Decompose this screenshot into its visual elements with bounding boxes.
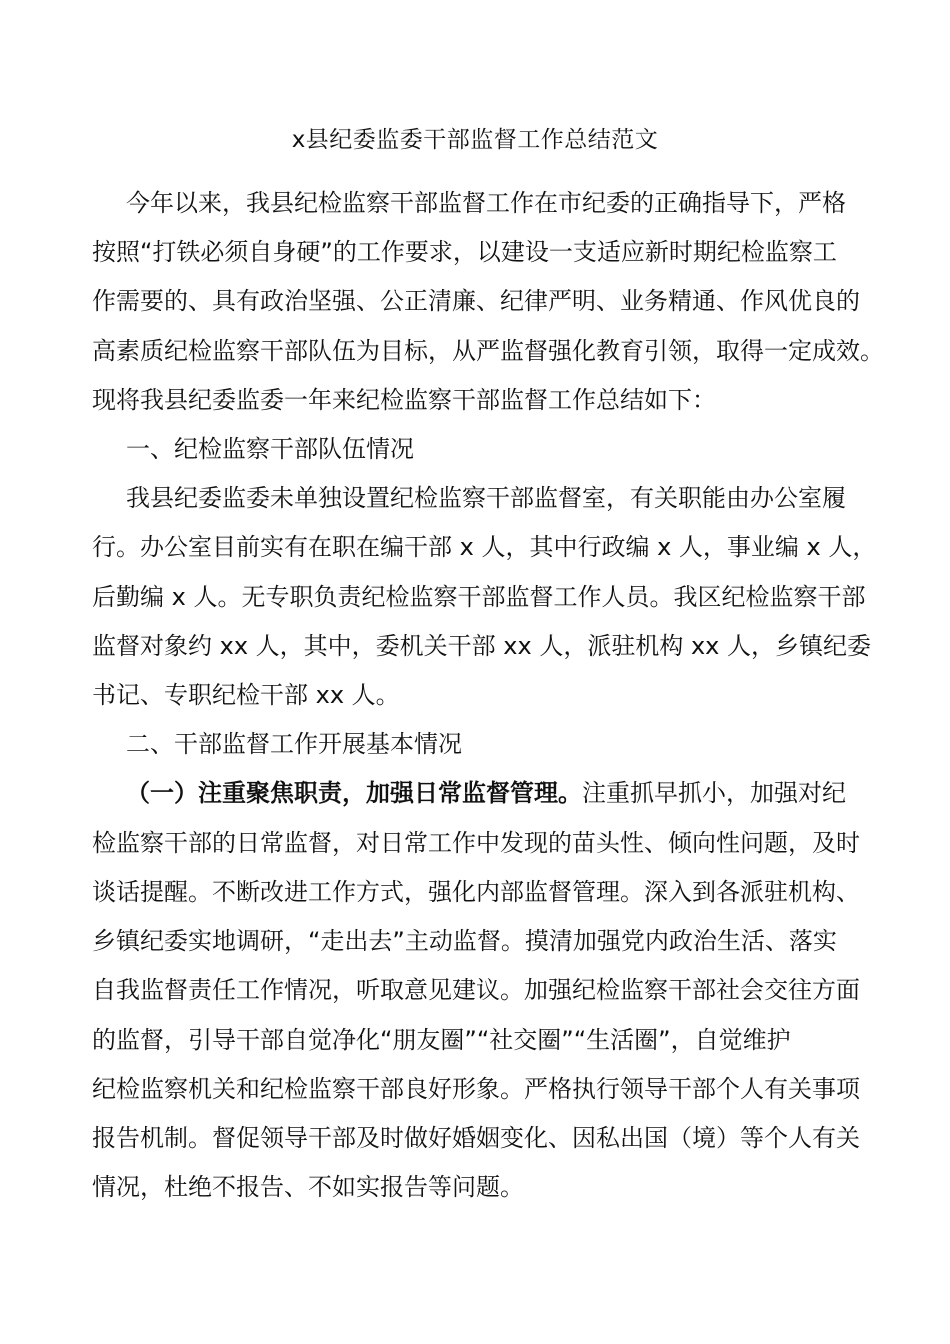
paragraph-line: 乡镇纪委实地调研，“走出去”主动监督。摸清加强党内政治生活、落实 <box>92 927 837 955</box>
paragraph-line: 书记、专职纪检干部 xx 人。 <box>92 681 400 709</box>
paragraph-line: 自我监督责任工作情况，听取意见建议。加强纪检监察干部社会交往方面 <box>92 976 860 1004</box>
subsection-line-rest: 注重抓早抓小，加强对纪 <box>582 779 846 807</box>
paragraph-line: 今年以来，我县纪检监察干部监督工作在市纪委的正确指导下，严格 <box>126 189 846 217</box>
paragraph-line: 检监察干部的日常监督，对日常工作中发现的苗头性、倾向性问题，及时 <box>92 829 860 857</box>
document-title: x县纪委监委干部监督工作总结范文 <box>291 127 659 153</box>
paragraph-line: 按照“打铁必须自身硬”的工作要求，以建设一支适应新时期纪检监察工 <box>92 238 837 266</box>
subsection-heading: （一）注重聚焦职责，加强日常监督管理。 <box>126 779 582 807</box>
paragraph-line: 谈话提醒。不断改进工作方式，强化内部监督管理。深入到各派驻机构、 <box>92 878 860 906</box>
section-heading: 二、干部监督工作开展基本情况 <box>126 730 462 758</box>
paragraph-line: 我县纪委监委未单独设置纪检监察干部监督室，有关职能由办公室履 <box>126 484 846 512</box>
paragraph-line: 现将我县纪委监委一年来纪检监察干部监督工作总结如下： <box>92 386 716 414</box>
paragraph-line: 报告机制。督促领导干部及时做好婚姻变化、因私出国（境）等个人有关 <box>92 1124 860 1152</box>
subsection-first-line <box>126 773 846 813</box>
paragraph-line: 后勤编 x 人。无专职负责纪检监察干部监督工作人员。我区纪检监察干部 <box>92 583 866 611</box>
paragraph-line: 纪检监察机关和纪检监察干部良好形象。严格执行领导干部个人有关事项 <box>92 1075 860 1103</box>
paragraph-line: 作需要的、具有政治坚强、公正清廉、纪律严明、业务精通、作风优良的 <box>92 287 860 315</box>
paragraph-line: 情况，杜绝不报告、不如实报告等问题。 <box>92 1173 524 1201</box>
paragraph-line: 监督对象约 xx 人，其中，委机关干部 xx 人，派驻机构 xx 人，乡镇纪委 <box>92 632 871 660</box>
paragraph-line: 的监督，引导干部自觉净化“朋友圈”“社交圈”“生活圈”，自觉维护 <box>92 1026 791 1054</box>
paragraph-line: 高素质纪检监察干部队伍为目标，从严监督强化教育引领，取得一定成效。 <box>92 337 884 365</box>
paragraph-line: 行。办公室目前实有在职在编干部 x 人，其中行政编 x 人，事业编 x 人， <box>92 533 877 561</box>
section-heading: 一、纪检监察干部队伍情况 <box>126 435 414 463</box>
